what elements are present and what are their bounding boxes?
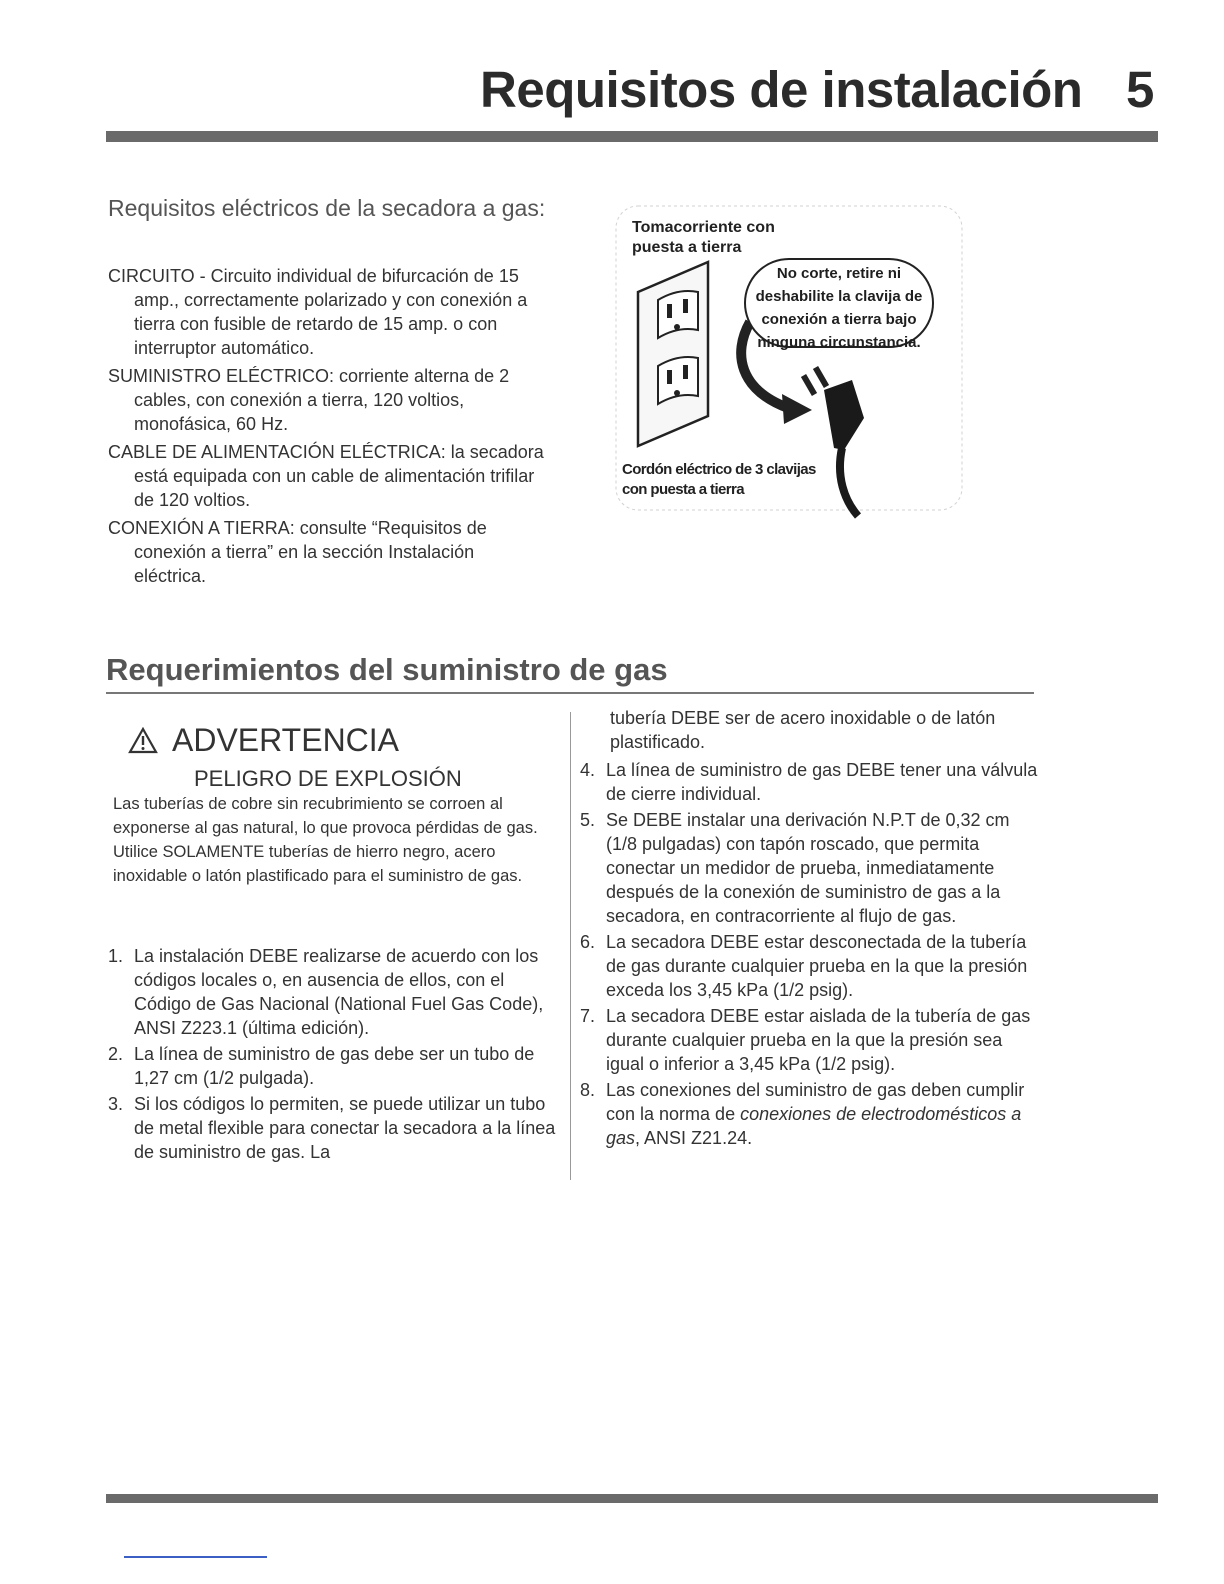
outlet-plate-icon [638, 262, 708, 446]
electrical-requirements-list [108, 264, 548, 592]
cord-label: Cordón eléctrico de 3 clavijas con puesta a tierra [622, 461, 816, 498]
grounded-outlet-figure [612, 204, 966, 522]
list-item: 7. La secadora DEBE estar aislada de la tubería de gas durante cualquier prueba en la que la presión sea igual o inferior a 3,45 kPa (1/2 psig). [580, 1006, 1031, 1074]
page-number: 5 [1126, 61, 1155, 118]
warning-triangle-icon [128, 727, 158, 754]
list-item: 3. Si los códigos lo permiten, se puede utilizar un tubo de metal flexible para conectar la secadora a la línea de suministro de gas. La [108, 1094, 556, 1162]
electrical-item-circuit: CIRCUITO - Circuito individual de bifurcación de 15 amp., correctamente polarizado y con conexión a tierra con fusible de retardo de 15 amp. o con interruptor automático. [108, 266, 528, 358]
warning-callout: No corte, retire ni deshabilite la clavija de conexión a tierra bajo ninguna circunstancia. [744, 258, 934, 348]
warning-title: ADVERTENCIA [172, 722, 400, 758]
electrical-item-grounding: CONEXIÓN A TIERRA: consulte “Requisitos de conexión a tierra” en la sección Instalación eléctrica. [108, 518, 487, 586]
header-rule [106, 131, 1158, 142]
warning-text: Las tuberías de cobre sin recubrimiento se corroen al exponerse al gas natural, lo que provoca pérdidas de gas. Utilice SOLAMENTE tuberías de hierro negro, acero inoxidable o latón plastificado para el suministro de gas. [113, 795, 538, 885]
list-item: 5. Se DEBE instalar una derivación N.P.T de 0,32 cm (1/8 pulgadas) con tapón roscado, que permita conectar un medidor de prueba, inmediatamente después de la conexión de suministro de gas a la secadora, en contracorriente al flujo de gas. [580, 810, 1010, 926]
warning-subtitle: PELIGRO DE EXPLOSIÓN [194, 766, 462, 791]
gas-section-rule [106, 692, 1034, 694]
gas-section-heading: Requerimientos del suministro de gas [106, 652, 668, 687]
warning-heading [128, 722, 399, 759]
gas-requirements-list-right [580, 706, 1040, 1152]
list-item: 2. La línea de suministro de gas debe ser un tubo de 1,27 cm (1/2 pulgada). [108, 1044, 535, 1088]
footer-underline [124, 1556, 267, 1558]
page-title: Requisitos de instalación [480, 61, 1083, 118]
list-item: 4. La línea de suministro de gas DEBE tener una válvula de cierre individual. [580, 760, 1038, 804]
list-item: 6. La secadora DEBE estar desconectada de la tubería de gas durante cualquier prueba en la que la presión exceda los 3,45 kPa (1/2 psig). [580, 932, 1028, 1000]
footer-rule [106, 1494, 1158, 1503]
outlet-label: Tomacorriente con puesta a tierra [632, 219, 775, 256]
list-item: 8. Las conexiones del suministro de gas deben cumplir con la norma de conexiones de electrodomésticos a gas, ANSI Z21.24. [580, 1080, 1025, 1148]
item-3-continuation: tubería DEBE ser de acero inoxidable o de latón plastificado. [610, 708, 996, 752]
electrical-item-supply: SUMINISTRO ELÉCTRICO: corriente alterna de 2 cables, con conexión a tierra, 120 voltios, monofásica, 60 Hz. [108, 366, 510, 434]
electrical-heading: Requisitos eléctricos de la secadora a gas: [108, 195, 546, 221]
column-divider [570, 712, 571, 1180]
gas-requirements-list-left [108, 944, 560, 1166]
list-item: 1. La instalación DEBE realizarse de acuerdo con los códigos locales o, en ausencia de ellos, con el Código de Gas Nacional (National Fuel Gas Code), ANSI Z223.1 (última edición). [108, 946, 544, 1038]
electrical-item-cable: CABLE DE ALIMENTACIÓN ELÉCTRICA: la secadora está equipada con un cable de alimentación trifilar de 120 voltios. [108, 442, 544, 510]
